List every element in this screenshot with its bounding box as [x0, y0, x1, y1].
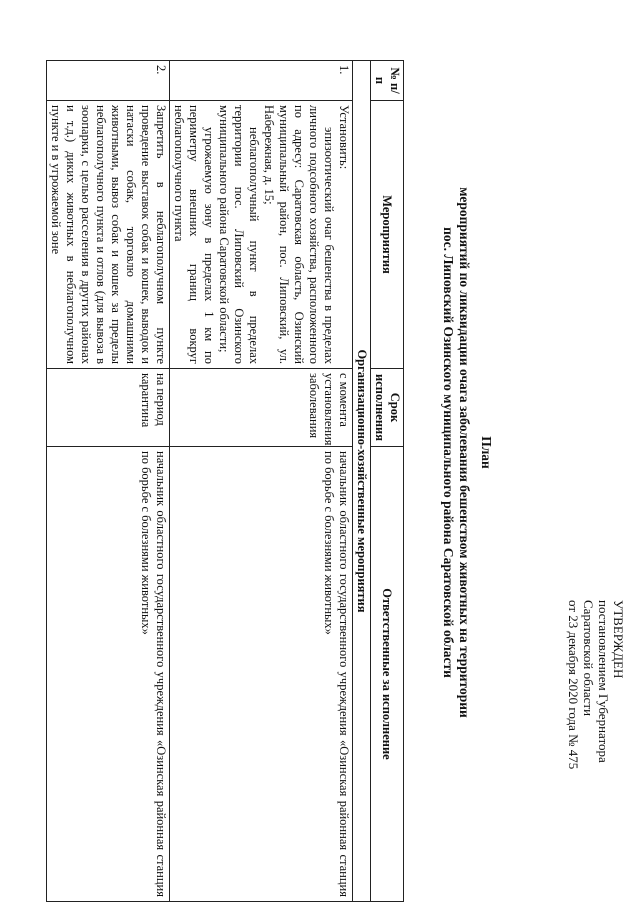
- approval-line-3: Саратовской области: [581, 600, 596, 717]
- row-1-term: с момента установления заболевания: [170, 369, 353, 447]
- row-2-term: на период карантина: [47, 369, 170, 447]
- approval-line-2: постановлением Губернатора: [596, 600, 611, 763]
- approval-line-4: от 23 декабря 2020 года № 475: [566, 600, 581, 770]
- row-2-num: 2.: [47, 61, 170, 101]
- table-row: [47, 61, 170, 902]
- plan-subtitle-2: пос. Липовский Озинского муниципального района Саратовской области: [441, 227, 456, 678]
- section-title: Организационно-хозяйственные мероприятия: [353, 61, 371, 902]
- row-1-activity-p1: эпизоотический очаг бешенства в пределах личного подсобного хозяйства, расположенного по адресу: Саратовская область, Озинский муниципальный район, пос. Липовский, ул. Набережная, д. 15;: [262, 105, 336, 364]
- table-row: [170, 61, 353, 902]
- row-1-activity: [170, 101, 353, 369]
- header-num: № п/п: [371, 61, 404, 101]
- row-1-activity-p3: угрожаемую зону в пределах 1 км по периметру внешних границ вокруг неблагополучного пункта: [172, 105, 216, 364]
- approval-heading: УТВЕРЖДЕН: [611, 600, 626, 679]
- activities-table: [46, 60, 404, 902]
- plan-subtitle-1: мероприятий по ликвидации очага заболевания бешенством животных на территории: [457, 187, 472, 718]
- approval-block: [566, 600, 626, 769]
- row-1-activity-intro: Установить:: [337, 105, 351, 170]
- header-term: Срок исполнения: [371, 369, 404, 447]
- row-1-num: 1.: [170, 61, 353, 101]
- row-2-responsible: начальник областного государственного учреждения «Озинская районная станция по борьбе с болезнями животных»: [47, 447, 170, 902]
- row-1-activity-p2: неблагополучный пункт в пределах территории пос. Липовский Озинского муниципального района Саратовской области;: [217, 105, 261, 364]
- row-2-activity: Запретить в неблагополучном пункте проведение выставок собак и кошек, выводок и натаски собак, торговлю домашними животными, вывоз собак и кошек за пределы неблагополучного пункта и отлов (для вывоза в зоопарки, с целью расселения в других районах и т.д.) диких животных в неблагополучном пункте и в угрожаемой зоне: [47, 101, 170, 369]
- section-row: [353, 61, 371, 902]
- header-activity: Мероприятия: [371, 101, 404, 369]
- table-header-row: [371, 61, 404, 902]
- plan-title: План: [479, 436, 494, 469]
- row-1-responsible: начальник областного государственного учреждения «Озинская районная станция по борьбе с болезнями животных»: [170, 447, 353, 902]
- header-responsible: Ответственные за исполнение: [371, 447, 404, 902]
